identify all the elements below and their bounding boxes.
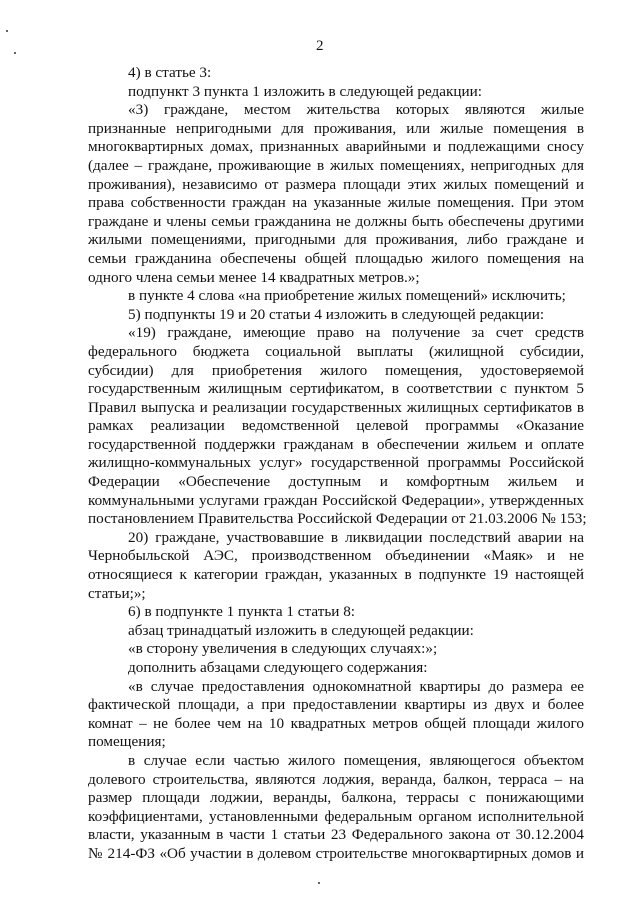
text-line: граждане и члены семьи гражданина не должны быть обеспечены другими [88,212,584,230]
text-line: коммунальными услугами граждан Российской Федерации», утвержденных [88,491,584,509]
text-line: статьи;»; [88,584,146,602]
text-line: Федерации «Обеспечение доступным и комфортным жильем и [88,473,584,491]
text-line: власти, указанным в части 1 статьи 23 Федерального закона от 30.12.2004 [88,826,584,844]
text-line: «в случае предоставления однокомнатной квартиры до размера ее [128,677,584,695]
text-line: 4) в статье 3: [128,64,212,81]
text-line: помещения; [88,733,166,751]
text-line: «19) граждане, имеющие право на получение за счет средств [128,324,584,342]
text-line: (далее – граждане, проживающие в жилых помещениях, непригодных для [88,156,584,174]
text-line: Правил выпуска и реализации государственных жилищных сертификатов в [88,398,584,416]
text-line: жилыми помещениями, пригодными для проживания, либо граждане и [88,231,584,249]
text-line: комнат – не более чем на 10 квадратных метров общей площади жилого [88,714,584,732]
text-line: № 214-ФЗ «Об участии в долевом строительстве многоквартирных домов и [88,844,584,862]
scan-speck [6,30,8,32]
text-line: одного члена семьи менее 14 квадратных метров.»; [88,268,420,286]
text-line: субсидии) для приобретения жилого помещения, удостоверяемой [88,361,584,379]
text-line: размер площади лоджии, веранды, балкона, террасы с понижающими [88,789,584,807]
text-line: «3) граждане, местом жительства которых являются жилые [128,101,584,119]
text-line: многоквартирных домах, признанных аварийными и подлежащими сносу [88,138,584,156]
text-line: государственным жилищным сертификатом, в соответствии с пунктом 5 [88,380,584,398]
text-line: дополнить абзацами следующего содержания: [128,659,428,676]
text-line: постановлением Правительства Российской Федерации от 21.03.2006 № 153; [88,510,587,528]
text-line: в пункте 4 слова «на приобретение жилых помещений» исключить; [128,287,566,305]
text-line: 6) в подпункте 1 пункта 1 статьи 8: [128,603,356,621]
text-line: в случае если частью жилого помещения, являющегося объектом [128,751,584,769]
text-line: проживания), независимо от размера площади этих жилых помещений и [88,175,584,193]
document-body [88,64,587,864]
text-line: коэффициентами, установленными федеральным органом исполнительной [88,807,584,825]
scan-speck [318,882,320,884]
text-line: федерального бюджета социальной выплаты (жилищной субсидии, [88,342,584,360]
scan-speck [14,52,16,54]
text-line: 20) граждане, участвовавшие в ликвидации последствий аварии на [128,528,584,546]
text-line: государственной поддержки гражданам в обеспечении жильем и оплате [88,435,584,453]
text-line: Чернобыльской АЭС, производственном объединении «Маяк» и не [88,547,584,565]
text-line: абзац тринадцатый изложить в следующей редакции: [128,621,474,639]
text-line: долевого строительства, являются лоджия, веранда, балкон, терраса – на [88,770,584,788]
text-line: права собственности граждан на указанные жилые помещения. При этом [88,194,584,212]
text-line: фактической площади, а при предоставлении квартиры из двух и более [88,696,584,714]
text-line: рамках реализации ведомственной целевой программы «Оказание [88,417,584,435]
text-line: «в сторону увеличения в следующих случаях:»; [128,640,438,658]
text-line: признанные непригодными для проживания, или жилые помещения в [88,119,584,137]
text-line: жилищно-коммунальных услуг» государственной программы Российской [88,454,584,472]
text-line: семьи гражданина обеспечены общей площадью жилого помещения на [88,249,584,267]
text-line: относящиеся к категории граждан, указанных в подпункте 19 настоящей [88,566,584,584]
text-line: 5) подпункты 19 и 20 статьи 4 изложить в следующей редакции: [128,305,545,323]
text-line: подпункт 3 пункта 1 изложить в следующей редакции: [128,82,482,100]
page-number: 2 [316,38,324,54]
